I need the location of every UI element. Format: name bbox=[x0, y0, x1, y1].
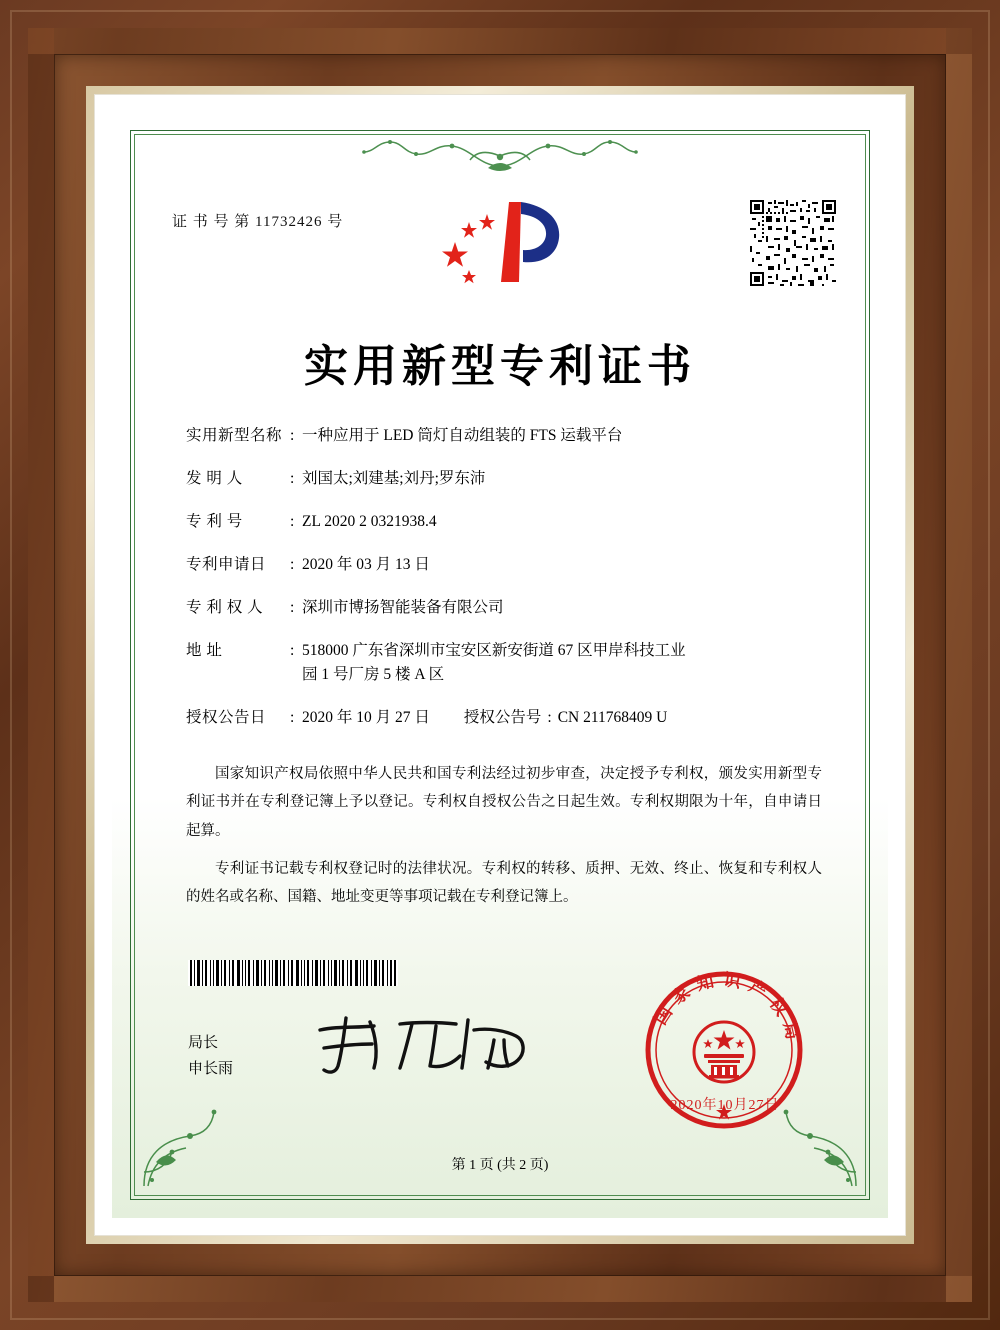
field-row-patent-number bbox=[186, 510, 816, 534]
field-row-grant-announcement bbox=[186, 706, 816, 730]
field-colon: : bbox=[290, 427, 295, 444]
field-label: 专 利 权 人 bbox=[186, 599, 264, 617]
page-title: 实用新型专利证书 bbox=[304, 342, 696, 391]
ornament-bottom-left-icon bbox=[138, 1102, 228, 1192]
field-value: 一种应用于 LED 筒灯自动组装的 FTS 运载平台 bbox=[302, 427, 623, 444]
field-label: 发 明 人 bbox=[186, 470, 243, 488]
field-value-address bbox=[302, 639, 816, 687]
field-label-grant-date: 授权公告日 bbox=[186, 709, 267, 727]
signature-role: 局长 bbox=[188, 1035, 219, 1051]
field-label: 专利申请日 bbox=[186, 556, 267, 574]
certificate-document bbox=[112, 112, 888, 1218]
field-colon: : bbox=[290, 556, 295, 574]
field-colon: : bbox=[290, 642, 295, 660]
field-label: 地 址 bbox=[186, 642, 223, 660]
field-colon: : bbox=[290, 599, 295, 617]
legal-paragraph-2: 专利证书记载专利权登记时的法律状况。专利权的转移、质押、无效、终止、恢复和专利权人的姓名或名称、国籍、地址变更等事项记载在专利登记簿上。 bbox=[186, 860, 822, 906]
certificate-fields bbox=[186, 424, 816, 746]
signature-name: 申长雨 bbox=[188, 1061, 234, 1078]
page-footer: 第 1 页 (共 2 页) bbox=[451, 1158, 549, 1173]
field-colon: : bbox=[547, 709, 552, 727]
field-row-utility-model-name bbox=[186, 424, 816, 448]
legal-text-block bbox=[186, 760, 822, 921]
qr-code-icon bbox=[750, 200, 836, 286]
field-colon: : bbox=[290, 709, 295, 727]
field-value: 2020 年 03 月 13 日 bbox=[302, 556, 430, 574]
barcode-icon bbox=[188, 960, 398, 986]
field-colon: : bbox=[290, 513, 295, 531]
field-value-grant-number: CN 211768409 U bbox=[557, 709, 668, 727]
field-label: 专 利 号 bbox=[186, 513, 243, 531]
field-value: 刘国太;刘建基;刘丹;罗东沛 bbox=[302, 470, 486, 488]
field-value: 深圳市博扬智能装备有限公司 bbox=[302, 599, 504, 617]
field-row-inventors bbox=[186, 467, 816, 491]
field-label: 实用新型名称 bbox=[186, 427, 283, 444]
legal-paragraph-1: 国家知识产权局依照中华人民共和国专利法经过初步审查，决定授予专利权，颁发实用新型专利证书并在专利登记簿上予以登记。专利权自授权公告之日起生效。专利权期限为十年，自申请日起算。 bbox=[186, 766, 822, 839]
field-label-grant-number: 授权公告号 bbox=[463, 709, 542, 727]
field-row-address bbox=[186, 639, 816, 687]
certificate-number: 证 书 号 第 11732426 号 bbox=[172, 214, 344, 230]
field-row-patentee bbox=[186, 596, 816, 620]
svg-text:国家知识产权局: 国家知识产权局 bbox=[650, 970, 804, 1050]
ornament-top-icon bbox=[320, 126, 680, 172]
field-colon: : bbox=[290, 470, 295, 488]
signature-block bbox=[188, 1030, 233, 1083]
field-row-application-date bbox=[186, 553, 816, 577]
address-line-1: 518000 广东省深圳市宝安区新安街道 67 区甲岸科技工业 bbox=[302, 642, 686, 660]
field-value-grant-date: 2020 年 10 月 27 日 bbox=[302, 709, 430, 727]
cnipa-logo-icon bbox=[435, 196, 565, 286]
seal-date: 2020年10月27日 bbox=[670, 1098, 780, 1113]
handwritten-signature-icon bbox=[308, 1010, 538, 1080]
address-line-2: 园 1 号厂房 5 楼 A 区 bbox=[302, 666, 445, 684]
field-value: ZL 2020 2 0321938.4 bbox=[302, 513, 437, 531]
